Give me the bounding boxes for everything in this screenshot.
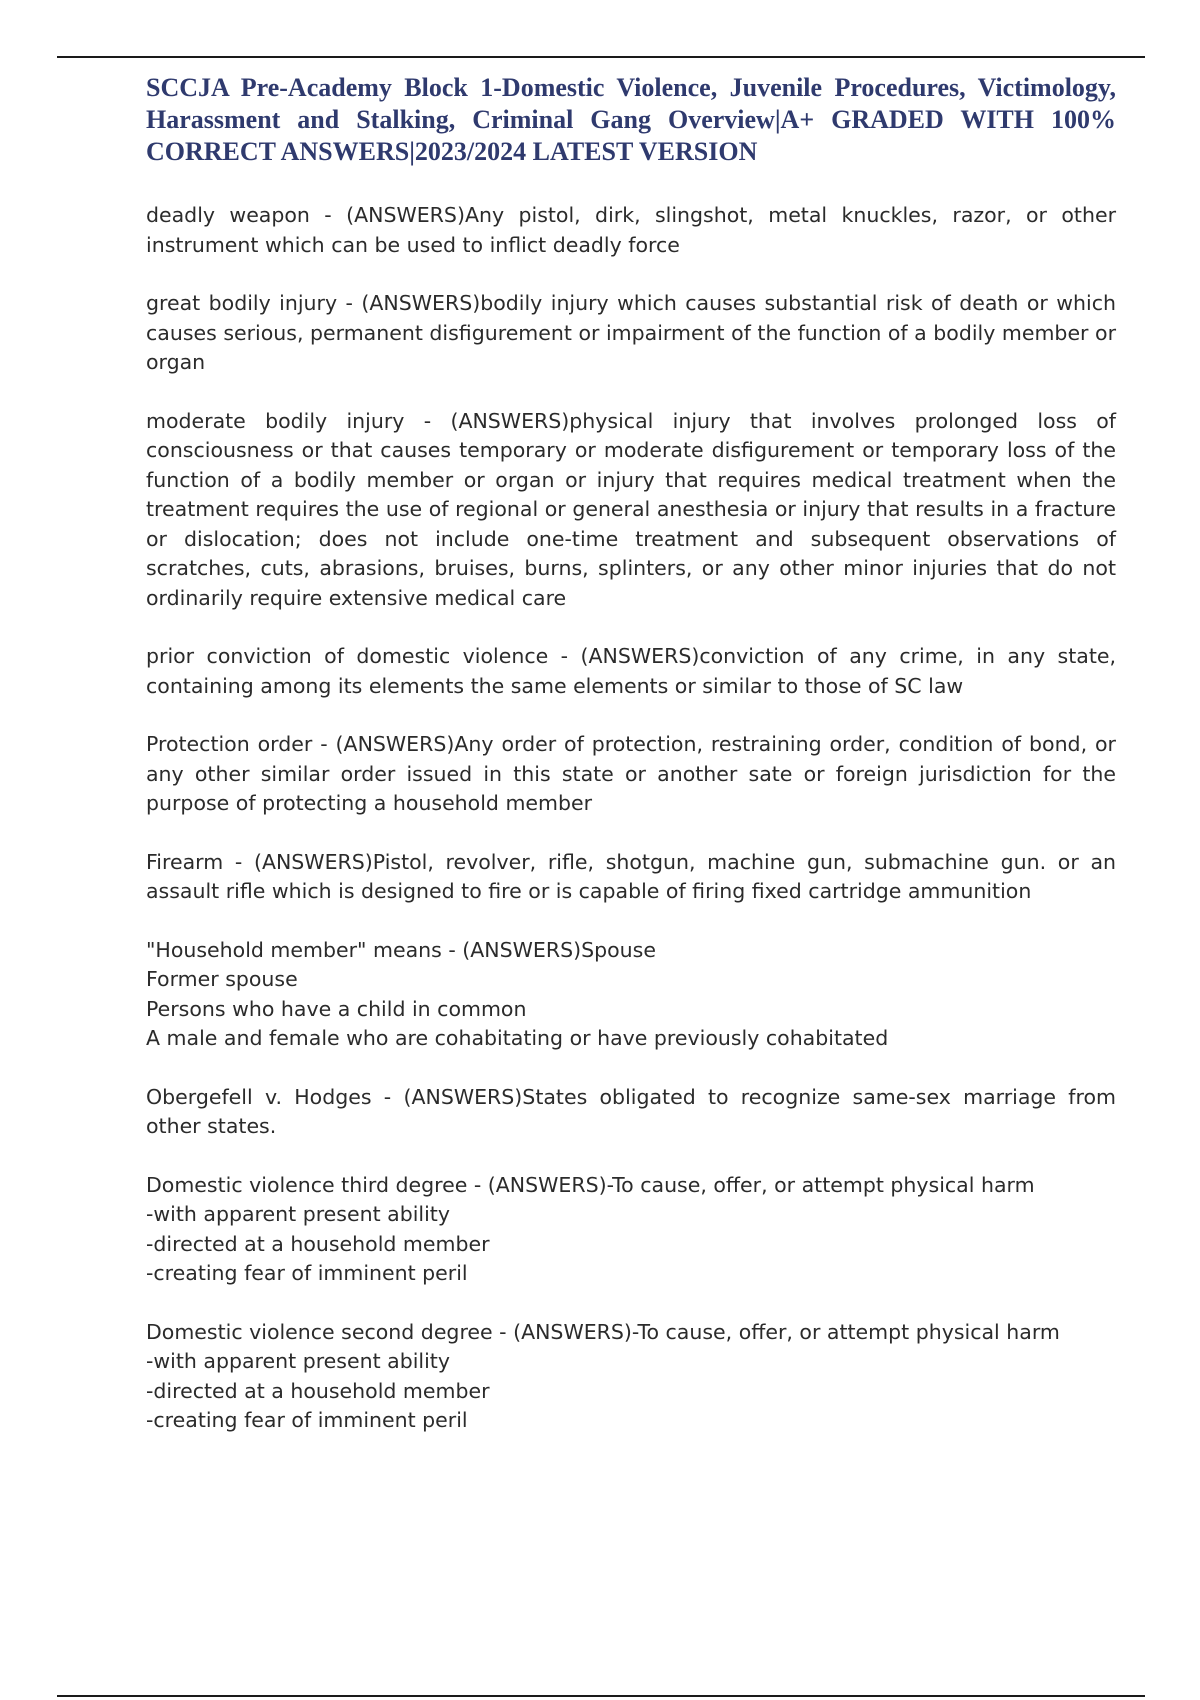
entry-dv-second-degree — [146, 1318, 1116, 1436]
entry-obergefell: Obergefell v. Hodges - (ANSWERS)States obligated to recognize same-sex marriage from other states. — [146, 1084, 1116, 1138]
entry-prior-conviction: prior conviction of domestic violence - (ANSWERS)conviction of any crime, in any state, containing among its elements the same elements or similar to those of SC law — [146, 644, 1116, 698]
dv-third-line: -creating fear of imminent peril — [146, 1261, 468, 1285]
household-line: A male and female who are cohabitating or have previously cohabitated — [146, 1026, 889, 1050]
entry-moderate-bodily-injury: moderate bodily injury - (ANSWERS)physical injury that involves prolonged loss of consciousness or that causes temporary or moderate disfigurement or temporary loss of the function of a bodily member or organ or injury that requires medical treatment when the treatment requires the use of regional or general anesthesia or injury that results in a fracture or dislocation; does not include one-time treatment and subsequent observations of scratches, cuts, abrasions, bruises, burns, splinters, or any other minor injuries that do not ordinarily require extensive medical care — [146, 408, 1116, 610]
dv-third-line: Domestic violence third degree - (ANSWERS)-To cause, offer, or attempt physical harm — [146, 1172, 1035, 1197]
entry-protection-order: Protection order - (ANSWERS)Any order of protection, restraining order, condition of bond, or any other similar order issued in this state or another sate or foreign jurisdiction for the purpose of protecting a household member — [146, 732, 1116, 815]
entry-dv-third-degree — [146, 1171, 1116, 1289]
page-title: SCCJA Pre-Academy Block 1-Domestic Violence, Juvenile Procedures, Victimology, Harassment and Stalking, Criminal Gang Overview|A+ GRADED WITH 100% CORRECT ANSWERS|2023/2024 LATEST VERSION — [146, 73, 1116, 166]
dv-third-line: -directed at a household member — [146, 1231, 490, 1256]
entry-great-bodily-injury: great bodily injury - (ANSWERS)bodily injury which causes substantial risk of death or which causes serious, permanent disfigurement or impairment of the function of a bodily member or organ — [146, 291, 1116, 374]
dv-second-line: -with apparent present ability — [146, 1349, 450, 1373]
document-body — [146, 201, 1116, 1465]
entry-deadly-weapon: deadly weapon - (ANSWERS)Any pistol, dirk, slingshot, metal knuckles, razor, or other instrument which can be used to inflict deadly force — [146, 203, 1116, 257]
top-divider — [57, 56, 1145, 58]
bottom-divider — [57, 1695, 1145, 1697]
dv-third-line: -with apparent present ability — [146, 1202, 450, 1226]
entry-firearm: Firearm - (ANSWERS)Pistol, revolver, rifle, shotgun, machine gun, submachine gun. or an assault rifle which is designed to fire or is capable of firing fixed cartridge ammunition — [146, 849, 1116, 903]
entry-household-member — [146, 936, 1116, 1054]
dv-second-line: -directed at a household member — [146, 1378, 490, 1403]
dv-second-line: -creating fear of imminent peril — [146, 1408, 468, 1432]
household-line: Former spouse — [146, 967, 298, 991]
dv-second-line: Domestic violence second degree - (ANSWERS)-To cause, offer, or attempt physical harm — [146, 1319, 1060, 1344]
household-line: Persons who have a child in common — [146, 996, 527, 1021]
household-line: "Household member" means - (ANSWERS)Spouse — [146, 937, 656, 962]
